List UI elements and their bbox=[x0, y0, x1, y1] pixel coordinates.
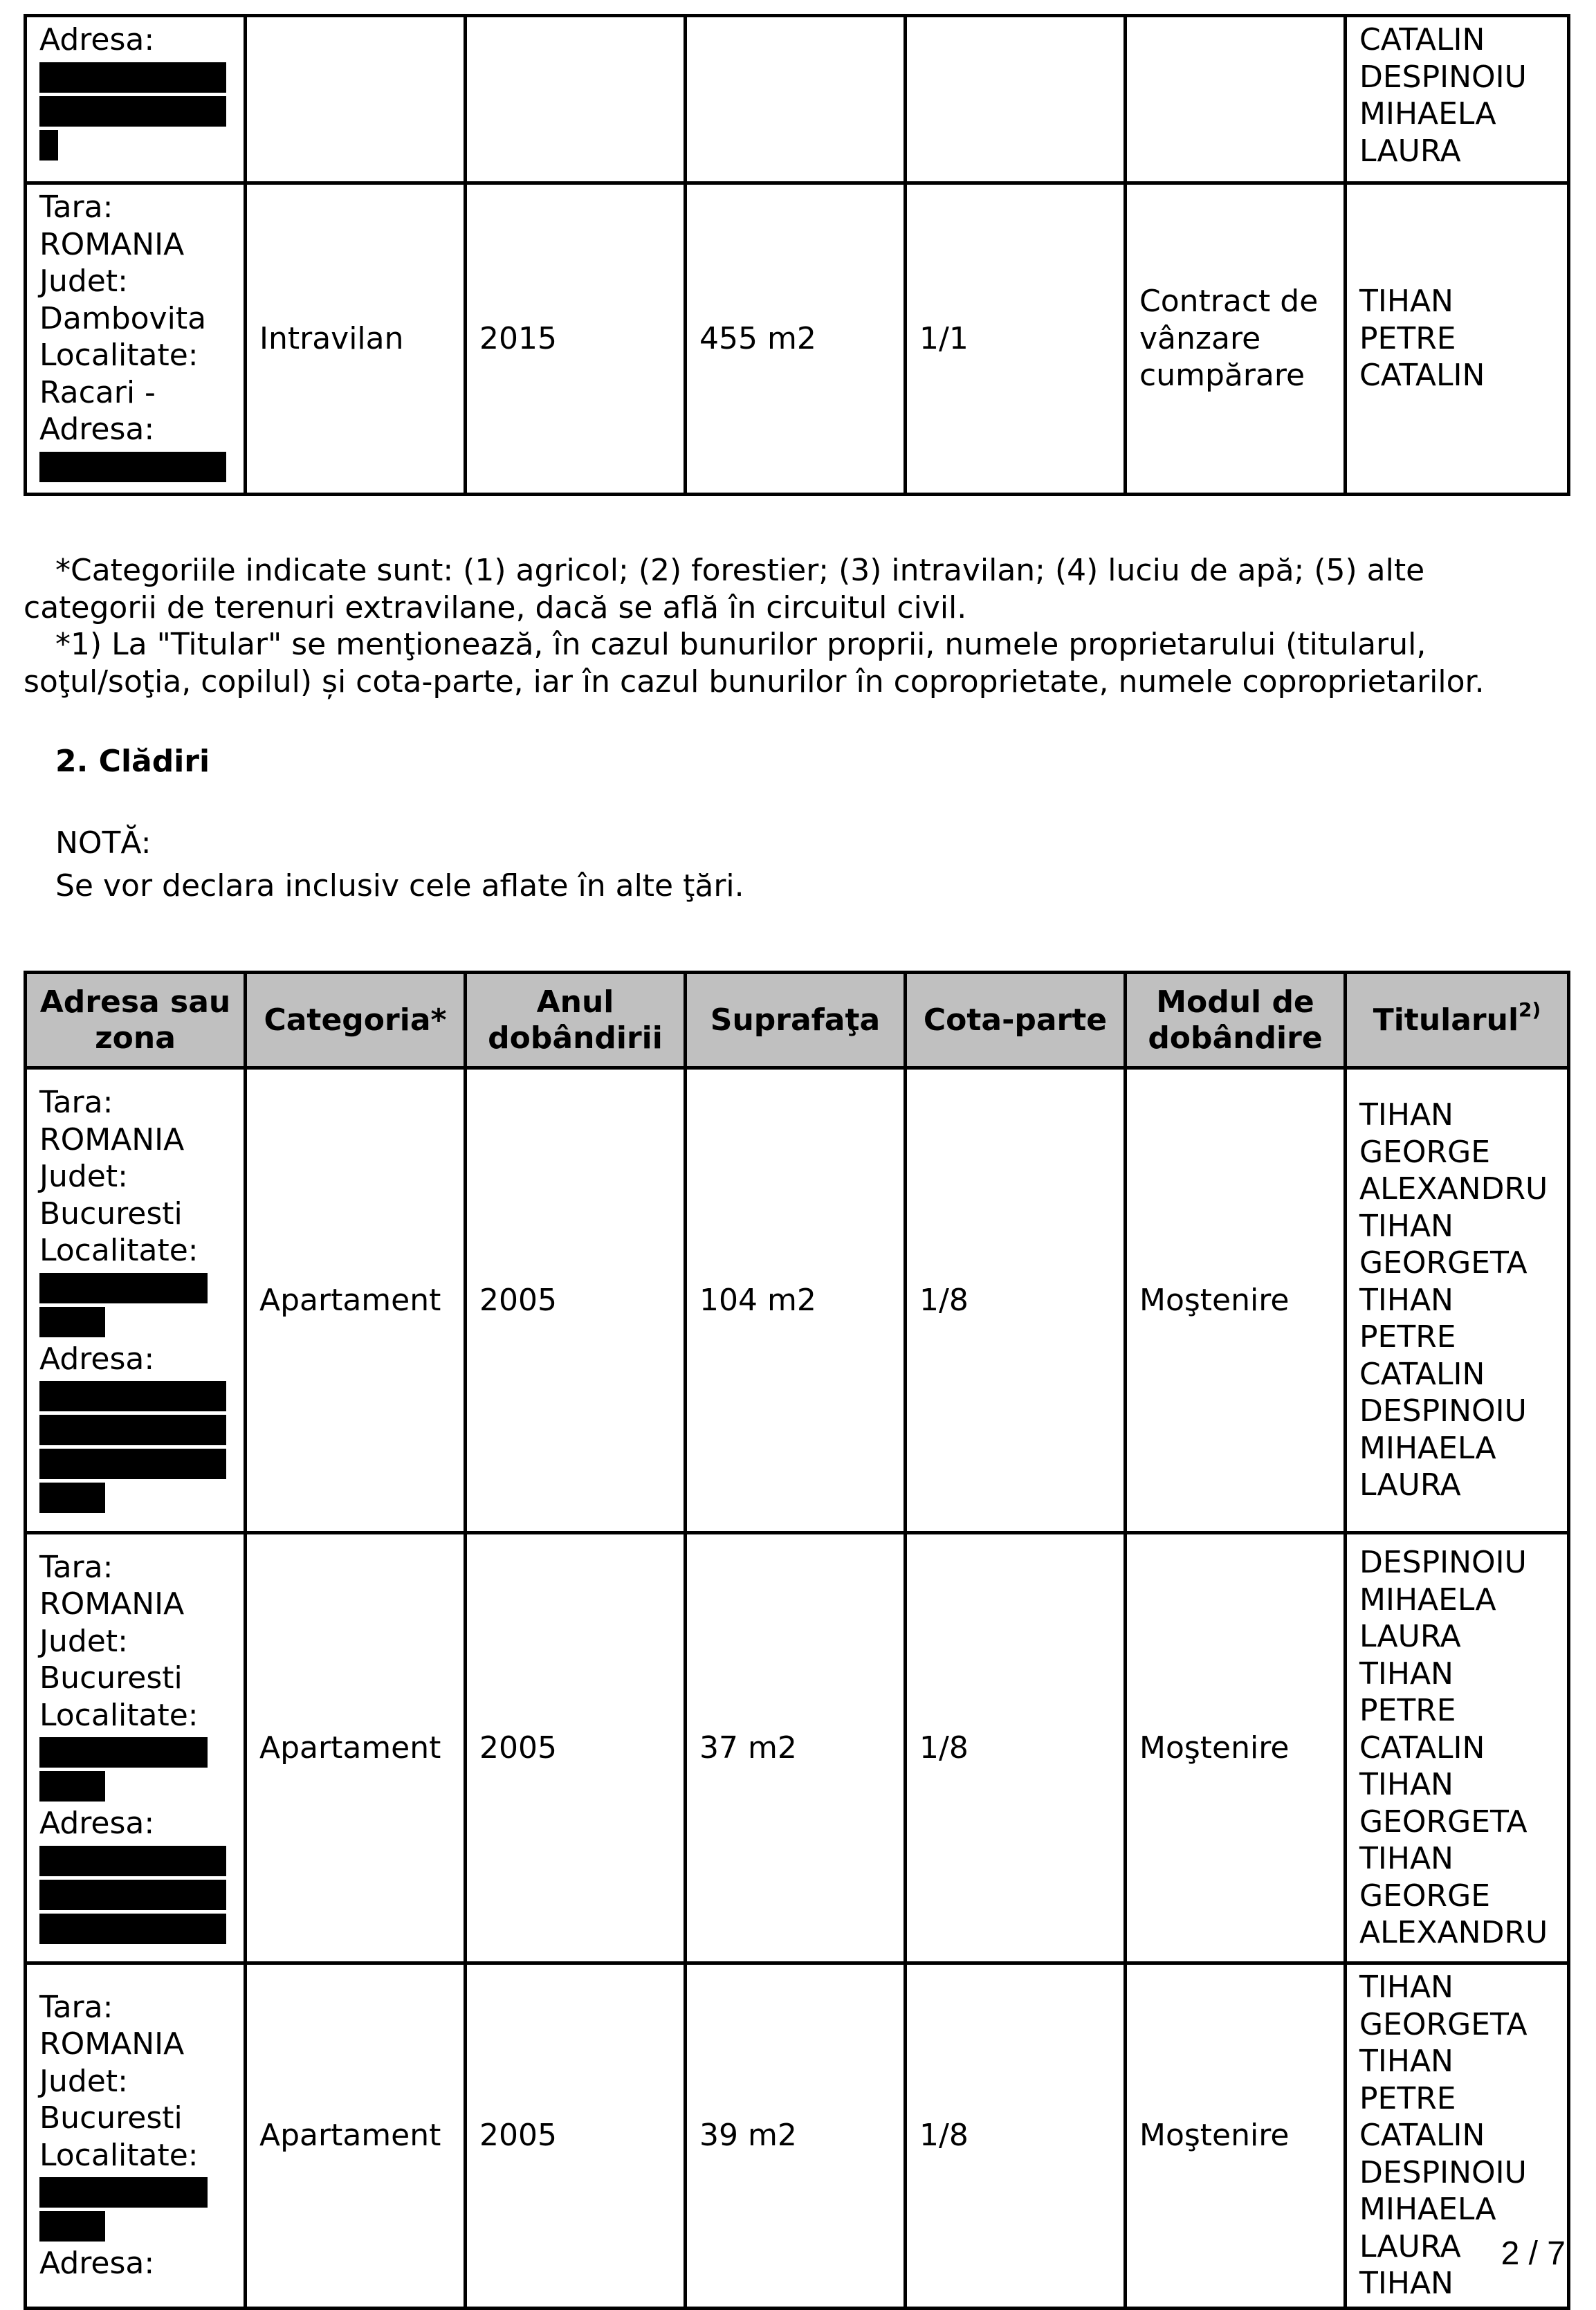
address-cell bbox=[26, 1963, 246, 2309]
footnote-categories: *Categoriile indicate sunt: (1) agricol; (2) forestier; (3) intravilan; (4) luciu de apă; (5) alte categorii de terenuri extravilane, dacă se află în circuitul civil. bbox=[24, 553, 1425, 625]
cell-line: TIHAN bbox=[1359, 1097, 1453, 1133]
address-line: Adresa: bbox=[39, 22, 155, 57]
redaction-bar bbox=[39, 1415, 226, 1445]
year-cell: 2005 bbox=[466, 1533, 686, 1963]
cell-line: LAURA bbox=[1359, 133, 1461, 169]
header-address: Adresa sau zona bbox=[26, 973, 246, 1068]
address-line: Dambovita bbox=[39, 300, 207, 336]
share-cell: 1/1 bbox=[906, 183, 1126, 495]
table-row bbox=[26, 183, 1569, 495]
page-number: 2 / 7 bbox=[1501, 2235, 1566, 2272]
category-cell: Intravilan bbox=[246, 183, 466, 495]
header-share: Cota-parte bbox=[906, 973, 1126, 1068]
address-line: ROMANIA bbox=[39, 226, 185, 262]
cell-line: GEORGETA bbox=[1359, 2006, 1528, 2042]
header-owner-label: Titularul bbox=[1373, 1002, 1519, 1038]
address-line: Tara: bbox=[39, 1085, 113, 1120]
cell-line: LAURA bbox=[1359, 1619, 1461, 1655]
year-cell bbox=[466, 16, 686, 183]
owner-cell bbox=[1346, 1533, 1569, 1963]
cell-line: MIHAELA bbox=[1359, 2192, 1496, 2227]
table-header-row bbox=[26, 973, 1569, 1068]
address-cell bbox=[26, 16, 246, 183]
owner-cell bbox=[1346, 16, 1569, 183]
cell-line: GEORGE bbox=[1359, 1134, 1490, 1170]
footnotes bbox=[24, 552, 1545, 700]
redaction-bar bbox=[39, 96, 226, 127]
share-cell: 1/8 bbox=[906, 1533, 1126, 1963]
redaction-bar bbox=[39, 1846, 226, 1876]
redaction-bar bbox=[39, 1737, 208, 1768]
header-year: Anul dobândirii bbox=[466, 973, 686, 1068]
cell-line: TIHAN bbox=[1359, 1767, 1453, 1803]
address-line: Bucuresti bbox=[39, 2100, 183, 2136]
address-line: Adresa: bbox=[39, 2246, 155, 2282]
address-line: Tara: bbox=[39, 1989, 113, 2025]
address-line: Judet: bbox=[39, 2063, 128, 2099]
redaction-bar bbox=[39, 1880, 226, 1910]
category-cell bbox=[246, 16, 466, 183]
year-cell: 2005 bbox=[466, 1068, 686, 1533]
cell-line: TIHAN bbox=[1359, 1970, 1453, 2005]
area-cell: 39 m2 bbox=[686, 1963, 906, 2309]
address-line: Judet: bbox=[39, 264, 128, 299]
share-cell bbox=[906, 16, 1126, 183]
header-owner-footnote: 2) bbox=[1519, 998, 1541, 1021]
cell-line: cumpărare bbox=[1139, 358, 1305, 394]
redaction-bar bbox=[39, 1307, 105, 1337]
cell-line: MIHAELA bbox=[1359, 1430, 1496, 1466]
cell-line: LAURA bbox=[1359, 1467, 1461, 1503]
share-cell: 1/8 bbox=[906, 1068, 1126, 1533]
address-line: Adresa: bbox=[39, 1806, 155, 1841]
redaction-bar bbox=[39, 1914, 226, 1944]
address-line: Judet: bbox=[39, 1623, 128, 1659]
buildings-table bbox=[24, 971, 1570, 2310]
header-acquisition: Modul de dobândire bbox=[1126, 973, 1346, 1068]
address-line: Adresa: bbox=[39, 1341, 155, 1377]
cell-line: vânzare bbox=[1139, 320, 1261, 356]
header-category: Categoria* bbox=[246, 973, 466, 1068]
nota-block bbox=[55, 822, 744, 908]
cell-line: TIHAN PETRE bbox=[1359, 1656, 1456, 1729]
address-line: ROMANIA bbox=[39, 1121, 185, 1157]
cell-line: TIHAN bbox=[1359, 1208, 1453, 1244]
table-row bbox=[26, 1068, 1569, 1533]
header-owner bbox=[1346, 973, 1569, 1068]
land-table bbox=[24, 14, 1570, 496]
category-cell: Apartament bbox=[246, 1963, 466, 2309]
share-cell: 1/8 bbox=[906, 1963, 1126, 2309]
table-row bbox=[26, 1963, 1569, 2309]
area-cell: 37 m2 bbox=[686, 1533, 906, 1963]
owner-cell bbox=[1346, 1068, 1569, 1533]
cell-line: TIHAN bbox=[1359, 1841, 1453, 1877]
acquisition-cell bbox=[1126, 183, 1346, 495]
acquisition-cell: Moştenire bbox=[1126, 1068, 1346, 1533]
cell-line: Contract de bbox=[1139, 284, 1319, 320]
address-line: Adresa: bbox=[39, 412, 155, 447]
address-cell bbox=[26, 183, 246, 495]
cell-line: TIHAN PETRE bbox=[1359, 284, 1456, 356]
acquisition-cell: Moştenire bbox=[1126, 1963, 1346, 2309]
redaction-bar bbox=[39, 1771, 105, 1802]
cell-line: CATALIN bbox=[1359, 22, 1485, 57]
redaction-bar bbox=[39, 2211, 105, 2242]
year-cell: 2015 bbox=[466, 183, 686, 495]
address-line: ROMANIA bbox=[39, 2026, 185, 2062]
address-cell bbox=[26, 1533, 246, 1963]
address-line: Tara: bbox=[39, 1549, 113, 1585]
cell-line: MIHAELA bbox=[1359, 96, 1496, 131]
redaction-bar bbox=[39, 1449, 226, 1479]
cell-line: MIHAELA bbox=[1359, 1582, 1496, 1617]
address-line: Localitate: bbox=[39, 338, 199, 373]
redaction-bar bbox=[39, 62, 226, 93]
cell-line: GEORGE bbox=[1359, 1878, 1490, 1914]
acquisition-cell bbox=[1126, 16, 1346, 183]
cell-line: CATALIN bbox=[1359, 2118, 1485, 2153]
cell-line: DESPINOIU bbox=[1359, 59, 1527, 95]
cell-line: DESPINOIU bbox=[1359, 2154, 1527, 2190]
address-line: Localitate: bbox=[39, 1233, 199, 1268]
redaction-bar bbox=[39, 130, 58, 161]
redaction-bar bbox=[39, 452, 226, 482]
header-area: Suprafaţa bbox=[686, 973, 906, 1068]
owner-cell bbox=[1346, 183, 1569, 495]
cell-line: GEORGETA bbox=[1359, 1804, 1528, 1840]
area-cell bbox=[686, 16, 906, 183]
redaction-bar bbox=[39, 1381, 226, 1411]
cell-line: LAURA bbox=[1359, 2228, 1461, 2264]
cell-line: GEORGETA bbox=[1359, 1245, 1528, 1281]
redaction-bar bbox=[39, 1273, 208, 1303]
table-row bbox=[26, 16, 1569, 183]
section-title: 2. Clădiri bbox=[55, 744, 210, 779]
category-cell: Apartament bbox=[246, 1533, 466, 1963]
cell-line: TIHAN bbox=[1359, 2266, 1453, 2301]
cell-line: CATALIN bbox=[1359, 358, 1485, 394]
nota-label: NOTĂ: bbox=[55, 825, 152, 861]
footnote-titular: *1) La "Titular" se menţionează, în cazul bunurilor proprii, numele proprietarului (titularul, soţul/soţia, copilul) și cota-parte, iar în cazul bunurilor în coproprietate, numele coproprietarilor. bbox=[24, 627, 1485, 699]
cell-line: ALEXANDRU bbox=[1359, 1915, 1548, 1951]
acquisition-cell: Moştenire bbox=[1126, 1533, 1346, 1963]
address-line: Bucuresti bbox=[39, 1195, 183, 1231]
address-line: Judet: bbox=[39, 1159, 128, 1194]
year-cell: 2005 bbox=[466, 1963, 686, 2309]
address-line: Localitate: bbox=[39, 2137, 199, 2173]
cell-line: CATALIN bbox=[1359, 1356, 1485, 1392]
nota-text: Se vor declara inclusiv cele aflate în alte ţări. bbox=[55, 868, 744, 904]
address-line: Bucuresti bbox=[39, 1660, 183, 1696]
cell-line: DESPINOIU bbox=[1359, 1393, 1527, 1429]
cell-line: TIHAN PETRE bbox=[1359, 1282, 1456, 1355]
address-line: Localitate: bbox=[39, 1697, 199, 1733]
redaction-bar bbox=[39, 1483, 105, 1513]
cell-line: ALEXANDRU bbox=[1359, 1171, 1548, 1207]
address-line: ROMANIA bbox=[39, 1586, 185, 1622]
cell-line: TIHAN PETRE bbox=[1359, 2044, 1456, 2116]
cell-line: CATALIN bbox=[1359, 1730, 1485, 1766]
table-row bbox=[26, 1533, 1569, 1963]
area-cell: 104 m2 bbox=[686, 1068, 906, 1533]
area-cell: 455 m2 bbox=[686, 183, 906, 495]
address-line: Tara: bbox=[39, 190, 113, 225]
category-cell: Apartament bbox=[246, 1068, 466, 1533]
cell-line: DESPINOIU bbox=[1359, 1545, 1527, 1581]
redaction-bar bbox=[39, 2177, 208, 2208]
address-line: Racari - bbox=[39, 374, 156, 410]
address-cell bbox=[26, 1068, 246, 1533]
